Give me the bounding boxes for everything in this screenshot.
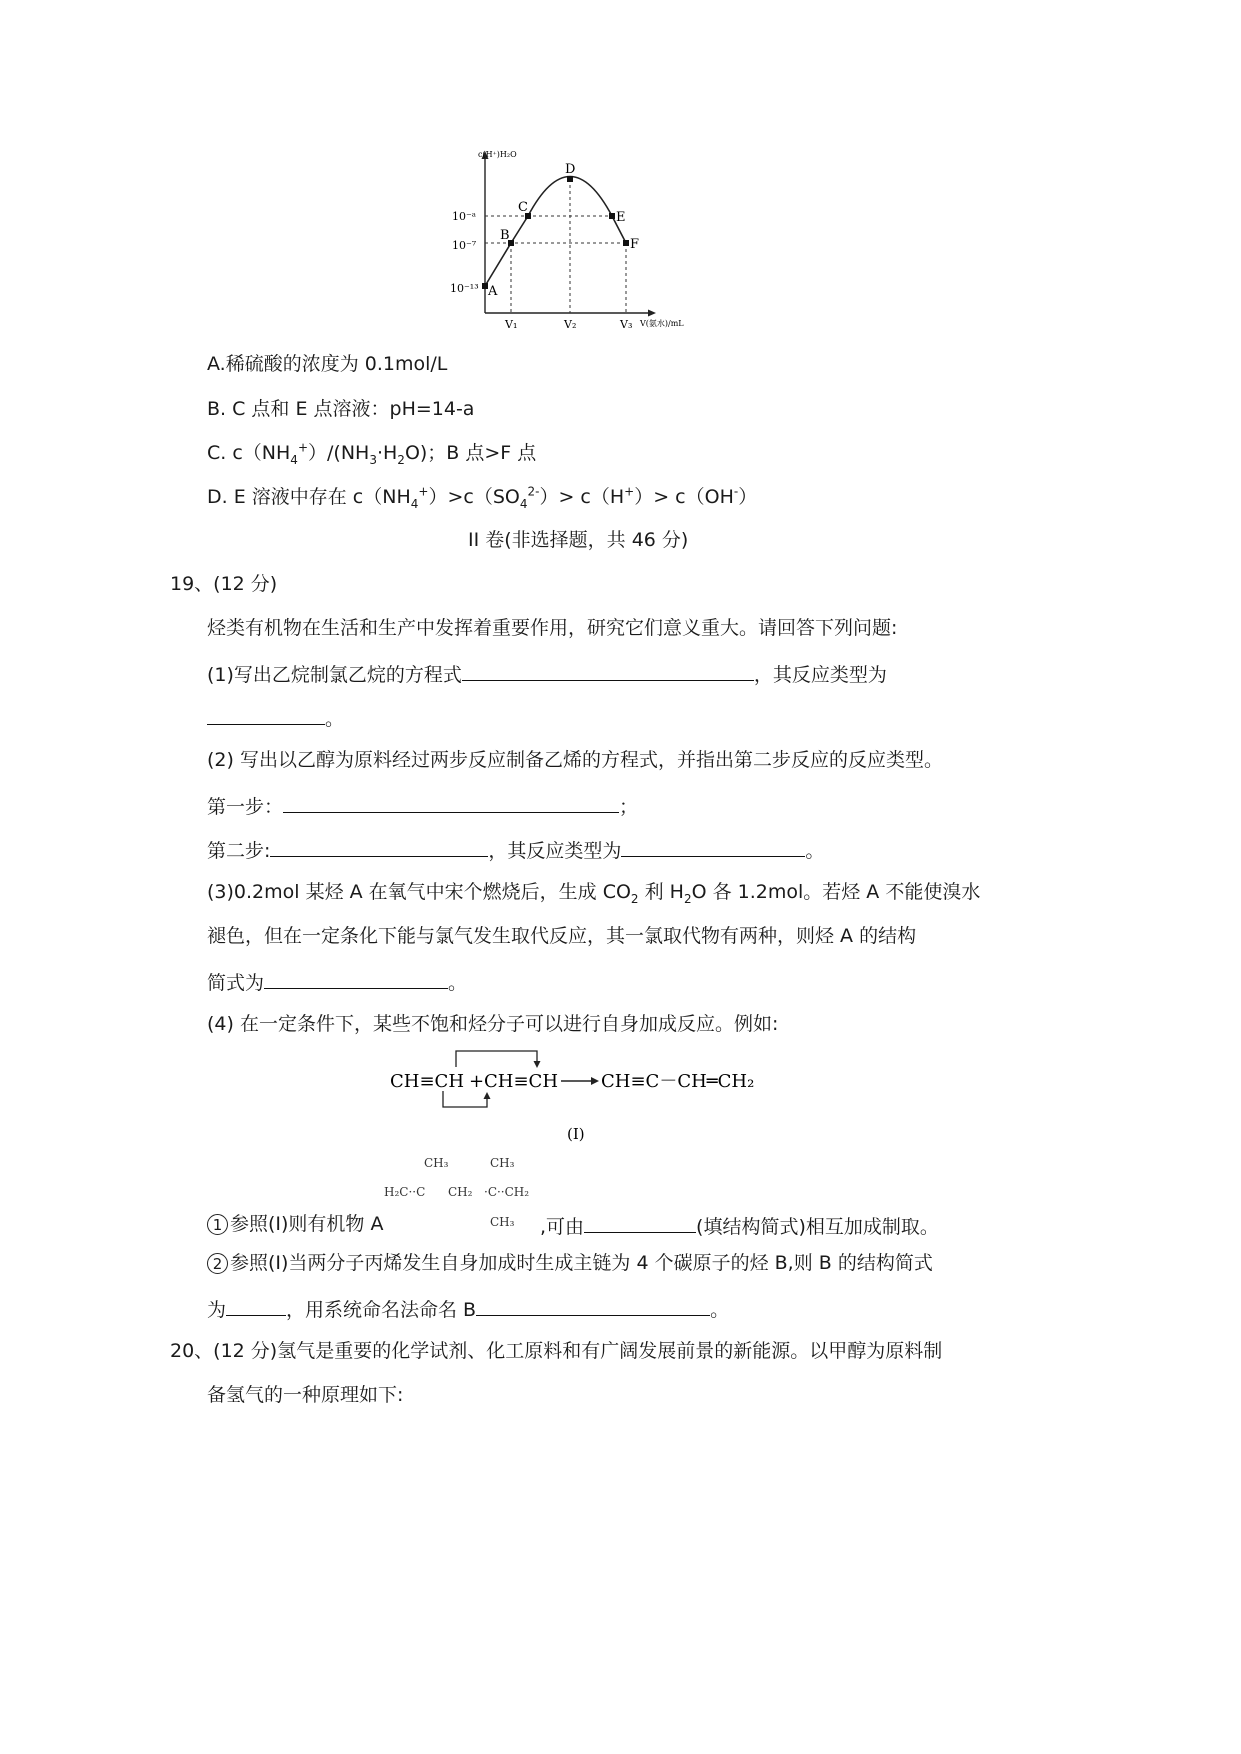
struct-ch3-top-right: CH₃ [490,1156,515,1170]
option-d-text-4: ）> c（OH [634,486,734,508]
q19-intro: 烃类有机物在生活和生产中发挥着重要作用，研究它们意义重大。请回答下列问题: [207,617,898,639]
sub: 4 [519,496,528,511]
q19-step2-line [207,836,824,863]
q19-sub2-line2 [207,1295,729,1322]
sub: 3 [369,452,377,467]
sub: 2 [397,452,405,467]
point-c-label: C [518,200,528,215]
sub: 4 [410,496,419,511]
q19-part3-line2: 褪色，但在一定条化下能与氯气发生取代反应，其一氯取代物有两种，则烃 A 的结构 [207,925,917,947]
x-tick-v3: V₃ [620,318,633,331]
struct-ch2: CH₂ [448,1185,473,1199]
q19-part1-text-2: ，其反应类型为 [753,664,887,686]
point-d-label: D [565,162,576,177]
option-d-text-2: ）>c（SO [428,486,520,508]
q19-step1-end: ； [619,796,639,818]
q19-part1-text: (1)写出乙烷制氯乙烷的方程式 [207,664,462,686]
q19-part3-text-2: 利 H [638,881,684,903]
bond-arrow-top-head [534,1061,541,1068]
y-axis-label: c(H⁺)H₂O [478,150,517,159]
reaction-diagram [385,1045,765,1145]
sub: 2 [630,891,639,906]
option-c-text-1: C. c（NH [207,442,291,464]
sup: - [733,484,739,499]
answer-blank-2[interactable] [207,704,325,725]
q19-step1-line [207,792,638,819]
answer-blank-3[interactable] [283,792,619,813]
q19-part1-line [207,660,887,687]
option-c [207,441,536,465]
circled-number-2: 2 [207,1253,228,1274]
answer-blank-9[interactable] [476,1295,710,1316]
q19-sub1-text-3: (填结构简式)相互加成制取。 [696,1216,939,1238]
reaction-label: (I) [567,1125,585,1143]
q19-sub1-rest [540,1212,939,1239]
sub: 4 [290,452,298,467]
x-axis-label: V(氨水)/mL [640,319,684,328]
q19-sub1-text-1: 参照(I)则有机物 A [230,1213,384,1235]
option-d-text-1: D. E 溶液中存在 c（NH [207,486,411,508]
answer-blank-1[interactable] [462,660,754,681]
q19-part3-line3 [207,968,467,995]
sup: + [297,440,308,455]
sup: + [624,484,635,499]
x-axis-arrow [648,310,656,317]
answer-blank-6[interactable] [264,968,448,989]
option-a: A.稀硫酸的浓度为 0.1mol/L [207,353,448,375]
bond-arrow-bottom [443,1091,487,1107]
x-tick-v1: V₁ [505,318,518,331]
q19-sub2-text-2: 为 [207,1299,227,1321]
q19-sub2-end: 。 [710,1299,730,1321]
point-f-label: F [630,237,640,252]
section-title: II 卷(非选择题，共 46 分) [468,529,689,551]
bond-arrow-bottom-head [484,1092,491,1099]
q19-part4: (4) 在一定条件下，某些不饱和烃分子可以进行自身加成反应。例如: [207,1013,779,1035]
answer-blank-5[interactable] [621,836,805,857]
option-d-text-5: ） [738,486,758,508]
q19-part3-end: 。 [448,972,468,994]
point-e-label: E [616,210,626,225]
sup: 2- [527,484,540,499]
option-c-text-2: ）/(NH [308,442,370,464]
option-c-text-3: ·H [376,442,398,464]
structure-a [380,1150,550,1230]
q19-part3-text-1: (3)0.2mol 某烃 A 在氧气中宋个燃烧后，生成 CO [207,881,631,903]
x-tick-v2: V₂ [564,318,577,331]
option-d-text-3: ）> c（H [539,486,625,508]
q19-part3-line1 [207,880,980,904]
reaction-arrow-head [591,1077,599,1085]
q19-part3-text-3: O 各 1.2mol。若烃 A 不能使溴水 [691,881,981,903]
y-tick-10a: 10⁻ᵃ [452,210,477,223]
sup: + [418,484,429,499]
answer-blank-8[interactable] [226,1295,286,1316]
point-b-label: B [500,228,510,243]
q19-part2: (2) 写出以乙醇为原料经过两步反应制备乙烯的方程式，并指出第二步反应的反应类型。 [207,749,943,771]
sub: 2 [683,891,692,906]
plus-sign: + [469,1071,485,1092]
q19-step2-text: ，其反应类型为 [488,840,622,862]
q20-line2: 备氢气的一种原理如下: [207,1384,404,1406]
answer-blank-7[interactable] [584,1212,696,1233]
q19-sub1-text-2: ,可由 [540,1216,585,1238]
q19-step1-label: 第一步： [207,796,284,818]
struct-h2c: H₂C··C [384,1185,426,1199]
answer-blank-4[interactable] [270,836,488,857]
circled-number-1: 1 [207,1214,228,1235]
q19-step2-end: 。 [805,840,825,862]
option-d [207,485,757,509]
struct-ch3-bottom: CH₃ [490,1215,515,1229]
q20-line1: 20、(12 分)氢气是重要的化学试剂、化工原料和有广阔发展前景的新能源。以甲醇为原料制 [170,1340,943,1362]
option-c-text-4: O)；B 点>F 点 [404,442,537,464]
q19-part3-text-4: 简式为 [207,972,265,994]
reactant-1: CH≡CH [390,1071,465,1092]
q19-sub1-circle-line [207,1212,383,1236]
q19-part1-line2 [207,704,344,731]
q19-sub2-text-3: ，用系统命名法命名 B [286,1299,477,1321]
point-f-marker [623,240,629,246]
product: CH≡C－CH═CH₂ [601,1071,755,1092]
q19-number: 19、(12 分) [170,573,278,595]
reactant-2: CH≡CH [484,1071,559,1092]
q19-sub2-text-1: 参照(I)当两分子丙烯发生自身加成时生成主链为 4 个碳原子的烃 B,则 B 的结构简式 [230,1252,933,1274]
struct-c-ch2: ·C··CH₂ [484,1185,530,1199]
q19-step2-label: 第二步: [207,840,271,862]
struct-ch3-top-left: CH₃ [424,1156,449,1170]
y-tick-1013: 10⁻¹³ [450,282,479,295]
titration-figure [440,145,720,335]
bond-arrow-top [456,1051,537,1067]
point-a-label: A [488,284,498,299]
y-tick-107: 10⁻⁷ [452,239,477,252]
q19-sub2-line1 [207,1251,933,1275]
q19-part1-end: 。 [325,708,345,730]
option-b: B. C 点和 E 点溶液：pH=14-a [207,398,475,420]
point-e-marker [609,213,615,219]
